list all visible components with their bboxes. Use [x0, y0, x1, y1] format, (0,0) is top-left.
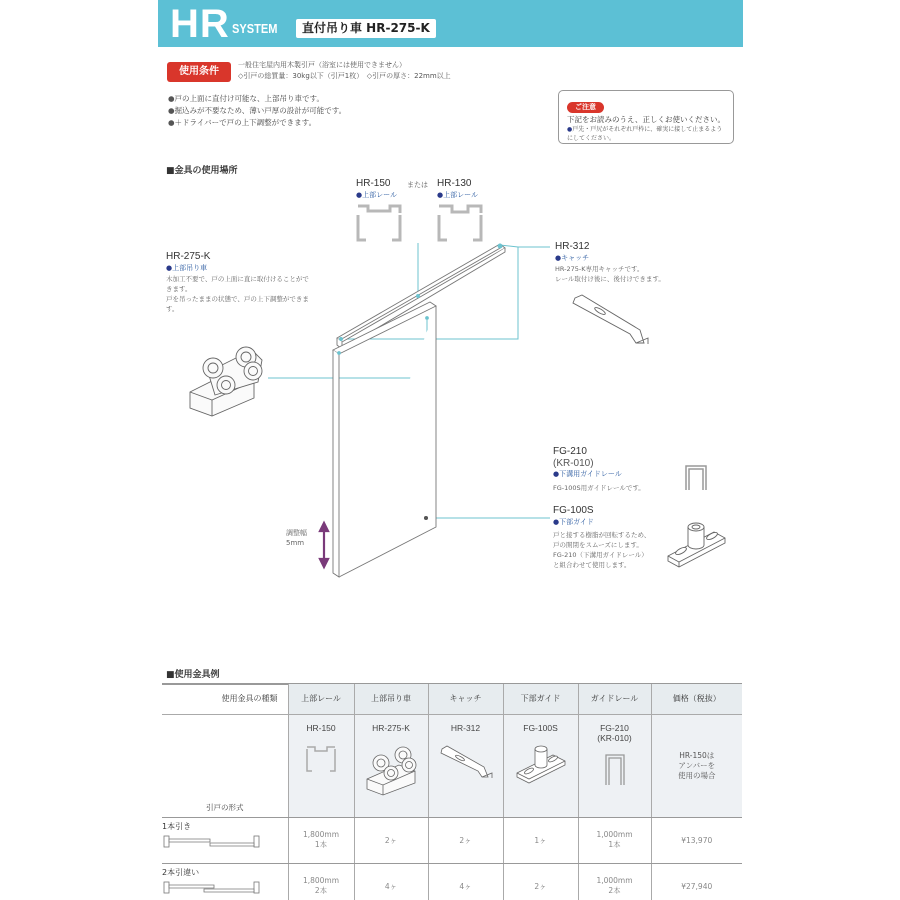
bullet-icon: ●: [553, 470, 560, 478]
label-fg210: [553, 446, 678, 493]
part-name: ●上部レール: [437, 191, 478, 199]
column-header: 下部ガイド: [503, 684, 578, 714]
guide-qty-cell: 2ヶ: [503, 863, 578, 900]
door-type-cell: 1本引き: [162, 817, 288, 863]
part-name: ●上部吊り車: [166, 264, 208, 272]
hanger-qty-cell: 4ヶ: [354, 863, 428, 900]
spec-table-wrap: [162, 684, 744, 900]
table-row: [162, 817, 742, 863]
bullet-icon: ●: [553, 518, 560, 526]
hr130-rail-icon: [439, 206, 481, 240]
part-code: FG-210: [553, 446, 587, 457]
usage-section-title: ■金具の使用場所: [166, 166, 238, 176]
hr150-rail-icon: [358, 206, 400, 240]
condition-line: 一般住宅屋内用木製引戸（浴室には使用できません）: [238, 61, 406, 69]
table-header-row: [162, 684, 742, 714]
notice-badge: ご注意: [567, 102, 604, 113]
part-desc: FG-210（下溝用ガイドレール）: [553, 551, 648, 559]
model-cell: FG-100S: [503, 714, 578, 817]
system-label: SYSTEM: [232, 21, 278, 36]
bullet-icon: ●: [437, 191, 444, 199]
hanger-icon: [190, 347, 262, 416]
guide-rail-thumb-icon: [603, 751, 627, 787]
part-name: ●上部レール: [356, 191, 397, 199]
door-type-cell: 2本引違い: [162, 863, 288, 900]
bullet-icon: ●: [168, 94, 175, 103]
feature-item: ●戸の上面に直付け可能な、上部吊り車です。: [168, 94, 324, 103]
notice-main: 下記をお読みのうえ、正しくお使いください。: [567, 115, 725, 124]
catch-qty-cell: 2ヶ: [428, 817, 503, 863]
label-hr130: [437, 178, 478, 200]
part-desc: HR-275-K専用キャッチです。: [555, 265, 644, 273]
stroke-label: 調整幅 5mm: [286, 529, 307, 547]
catch-thumb-icon: [438, 741, 494, 781]
single-door-layout-icon: [162, 832, 262, 852]
part-code: HR-130: [437, 178, 472, 189]
hanger-qty-cell: 2ヶ: [354, 817, 428, 863]
part-name: ●下部ガイド: [553, 518, 594, 526]
part-code-sub: (KR-010): [553, 458, 594, 469]
part-desc: 木加工不要で、戸の上面に直に取付けることができます。: [166, 275, 309, 293]
part-desc: レール取付け後に、後付けできます。: [555, 275, 665, 283]
price-note-cell: [651, 714, 742, 817]
rail-qty-cell: 1,800mm 2本: [288, 863, 354, 900]
part-name: ●キャッチ: [555, 254, 590, 262]
column-header: キャッチ: [428, 684, 503, 714]
part-code: HR-312: [555, 241, 590, 252]
rail-qty-cell: 1,800mm 1本: [288, 817, 354, 863]
example-section-title: ■使用金具例: [166, 670, 220, 680]
catch-icon: [573, 295, 648, 344]
bullet-icon: ●: [168, 118, 175, 127]
upper-rail-drawing: [337, 244, 505, 349]
lower-guide-icon: [668, 523, 725, 567]
table-row: [162, 863, 742, 900]
part-code: HR-275-K: [166, 251, 211, 262]
bullet-icon: ●: [356, 191, 363, 199]
adjust-arrow-icon: [320, 523, 328, 567]
column-header: 上部吊り車: [354, 684, 428, 714]
hr-logo: HR: [170, 2, 230, 46]
part-name: ●下溝用ガイドレール: [553, 470, 622, 478]
notice-box: [558, 90, 734, 144]
part-desc: と組合わせて使用します。: [553, 561, 631, 569]
price-cell: ¥27,940: [651, 863, 742, 900]
column-header: ガイドレール: [578, 684, 651, 714]
condition-line: ◇引戸の総質量：30kg以下（引戸1枚） ◇引戸の厚さ：22mm以上: [238, 72, 451, 80]
part-desc: 戸の開閉をスムーズにします。: [553, 541, 643, 549]
guide-rail-qty-cell: 1,000mm 2本: [578, 863, 651, 900]
door-panel-drawing: [333, 302, 436, 577]
bullet-icon: ●: [567, 126, 573, 133]
model-cell: FG-210 (KR-010): [578, 714, 651, 817]
guide-rail-icon: [686, 466, 706, 490]
table-models-row: [162, 714, 742, 817]
part-code: HR-150: [356, 178, 391, 189]
model-cell: HR-275-K: [354, 714, 428, 817]
catch-qty-cell: 4ヶ: [428, 863, 503, 900]
lower-guide-thumb-icon: [513, 741, 569, 785]
part-desc: FG-100S用ガイドレールです。: [553, 484, 645, 492]
feature-item: ●＋ドライバーで戸の上下調整ができます。: [168, 118, 317, 127]
label-hr275k: [166, 251, 311, 314]
notice-sub: ●戸先・戸尻がそれぞれ戸枠に、確実に接して止まるようにしてください。: [567, 126, 723, 142]
bullet-icon: ●: [166, 264, 173, 272]
guide-rail-qty-cell: 1,000mm 1本: [578, 817, 651, 863]
or-text: または: [407, 181, 428, 189]
hanger-thumb-icon: [363, 741, 419, 797]
part-desc: 戸を吊ったままの状態で、戸の上下調整ができます。: [166, 295, 309, 313]
bullet-icon: ●: [555, 254, 562, 262]
label-hr312: [555, 241, 705, 284]
column-header: 価格（税抜）: [651, 684, 742, 714]
corner-bottom-label: 引戸の形式: [162, 714, 288, 817]
spec-table: [162, 684, 742, 900]
label-fg100s: [553, 505, 673, 570]
part-desc: 戸と接する樹脂が回転するため、: [553, 531, 651, 539]
price-cell: ¥13,970: [651, 817, 742, 863]
model-title: 直付吊り車 HR-275-K: [296, 19, 436, 38]
conditions-text: [238, 60, 451, 82]
conditions-badge: 使用条件: [167, 62, 231, 82]
corner-top-label: 使用金具の種類: [162, 684, 288, 714]
upper-rail-thumb-icon: [303, 741, 339, 777]
model-cell: HR-312: [428, 714, 503, 817]
bullet-icon: ●: [168, 106, 175, 115]
model-cell: HR-150: [288, 714, 354, 817]
part-code: FG-100S: [553, 505, 594, 516]
label-hr150: [356, 178, 397, 200]
price-note: HR-150は アンバーを 使用の場合: [678, 750, 716, 780]
double-door-layout-icon: [162, 878, 262, 898]
guide-qty-cell: 1ヶ: [503, 817, 578, 863]
feature-list: [168, 93, 346, 129]
feature-item: ●掘込みが不要なため、薄い戸厚の設計が可能です。: [168, 106, 347, 115]
column-header: 上部レール: [288, 684, 354, 714]
